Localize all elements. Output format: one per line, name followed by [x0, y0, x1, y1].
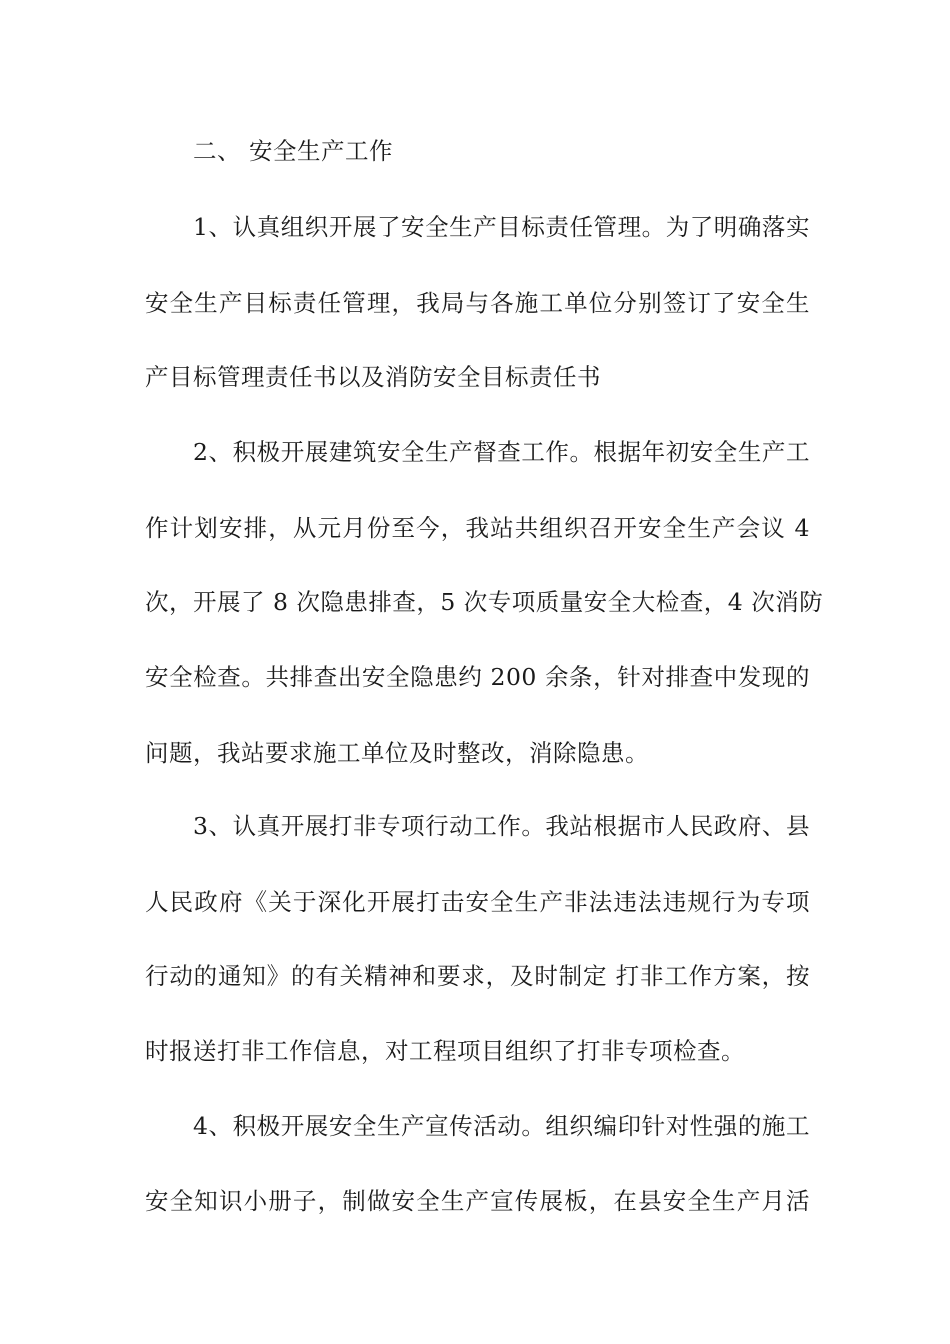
paragraph-2-line-3: 次，开展了 8 次隐患排查，5 次专项质量安全大检查，4 次消防 — [145, 588, 824, 616]
paragraph-3-line-1: 3、认真开展打非专项行动工作。我站根据市人民政府、县 — [193, 812, 810, 840]
paragraph-2-line-1: 2、积极开展建筑安全生产督查工作。根据年初安全生产工 — [193, 438, 810, 466]
paragraph-3-line-4: 时报送打非工作信息，对工程项目组织了打非专项检查。 — [145, 1037, 745, 1065]
paragraph-2-line-5: 问题，我站要求施工单位及时整改，消除隐患。 — [145, 739, 649, 767]
paragraph-2-line-4: 安全检查。共排查出安全隐患约 200 余条，针对排查中发现的 — [145, 663, 810, 691]
paragraph-3-line-2: 人民政府《关于深化开展打击安全生产非法违法违规行为专项 — [145, 888, 810, 916]
paragraph-1-line-1: 1、认真组织开展了安全生产目标责任管理。为了明确落实 — [193, 213, 810, 241]
paragraph-4-line-1: 4、积极开展安全生产宣传活动。组织编印针对性强的施工 — [193, 1112, 810, 1140]
paragraph-3-line-3: 行动的通知》的有关精神和要求，及时制定 打非工作方案，按 — [145, 962, 810, 990]
paragraph-1-line-3: 产目标管理责任书以及消防安全目标责任书 — [145, 363, 601, 391]
paragraph-2-line-2: 作计划安排，从元月份至今，我站共组织召开安全生产会议 4 — [145, 514, 810, 542]
section-heading: 二、 安全生产工作 — [193, 137, 393, 165]
paragraph-4-line-2: 安全知识小册子，制做安全生产宣传展板，在县安全生产月活 — [145, 1187, 810, 1215]
paragraph-1-line-2: 安全生产目标责任管理，我局与各施工单位分别签订了安全生 — [145, 289, 810, 317]
